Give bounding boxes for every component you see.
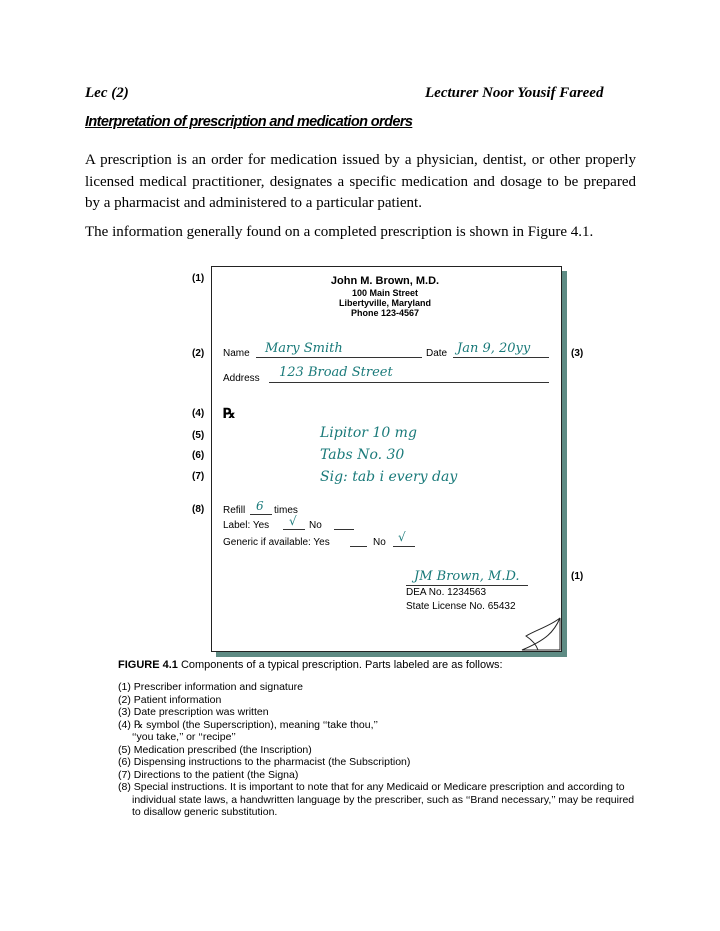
signature-underline [406, 585, 528, 586]
legend-item: ‘‘you take,’’ or ‘‘recipe’’ [132, 731, 236, 743]
refill-suffix: times [274, 505, 298, 516]
generic-no-underline [393, 546, 415, 547]
generic-no-check-icon: √ [398, 530, 406, 544]
legend-item: (3) Date prescription was written [118, 706, 269, 718]
refill-underline [250, 514, 272, 515]
legend-item: individual state laws, a handwritten language by the prescriber, such as ‘‘Brand necessary,’’ may be required [132, 793, 635, 806]
legend-item: (2) Patient information [118, 693, 222, 706]
refill-label: Refill [223, 505, 246, 516]
figure-reference-paragraph: The information generally found on a completed prescription is shown in Figure 4.1. [85, 224, 594, 240]
directions-signa: Sig: tab i every day [320, 469, 458, 485]
address-underline [269, 382, 549, 383]
legend-item: (4) ℞ symbol (the Superscription), meaning ‘‘take thou,’’ [118, 718, 378, 731]
label-yes-underline [283, 529, 305, 530]
name-underline [256, 357, 422, 358]
prescriber-name: John M. Brown, M.D. [330, 275, 440, 287]
label-yes-check-icon: √ [289, 514, 297, 528]
legend-item: (5) Medication prescribed (the Inscription) [118, 743, 312, 756]
date-underline [453, 357, 549, 358]
address-label: Address [223, 373, 260, 384]
label-yes-text: Label: Yes [223, 520, 270, 531]
name-label: Name [223, 348, 250, 359]
dea-number: DEA No. 1234563 [406, 587, 487, 598]
prescriber-street: 100 Main Street [351, 288, 419, 298]
refill-count: 6 [256, 499, 264, 513]
figure-caption-text: Components of a typical prescription. Parts labeled are as follows: [177, 659, 503, 671]
label-no-text: No [309, 520, 322, 531]
label-no-underline [334, 529, 354, 530]
lecturer-name: Lecturer Noor Yousif Fareed [425, 85, 604, 101]
lecture-number: Lec (2) [85, 85, 129, 101]
label-2: (2) [192, 348, 205, 359]
figure-number: FIGURE 4.1 [118, 659, 178, 671]
dispensing-subscription: Tabs No. 30 [320, 447, 405, 463]
prescription-date: Jan 9, 20yy [457, 341, 531, 356]
label-6: (6) [192, 450, 205, 461]
intro-paragraph: A prescription is an order for medication issued by a physician, dentist, or other properly licensed medical practitioner, designates a specific medication and dosage to be prepared by a pharmacist and administered to a particular patient. [85, 152, 636, 211]
figure-legend [118, 681, 698, 819]
label-1-top: (1) [192, 273, 205, 284]
patient-address: 123 Broad Street [279, 365, 393, 380]
figure-caption [118, 659, 503, 671]
label-4: (4) [192, 408, 205, 419]
prescriber-signature: JM Brown, M.D. [414, 569, 520, 584]
legend-item: (7) Directions to the patient (the Signa) [118, 768, 299, 781]
generic-no-text: No [373, 537, 386, 548]
legend-item: (8) Special instructions. It is important to note that for any Medicaid or Medicare prescription and according to [118, 781, 625, 793]
legend-item: (6) Dispensing instructions to the pharmacist (the Subscription) [118, 756, 411, 768]
prescriber-city: Libertyville, Maryland [338, 298, 432, 308]
date-label: Date [426, 348, 448, 359]
rx-symbol-icon: ℞ [223, 405, 236, 421]
page-curl-icon [516, 616, 562, 652]
generic-yes-text: Generic if available: Yes [223, 537, 330, 548]
section-title: Interpretation of prescription and medication orders [85, 114, 413, 130]
label-5: (5) [192, 430, 205, 441]
label-8: (8) [192, 504, 205, 515]
label-3: (3) [571, 348, 584, 359]
generic-yes-underline [350, 546, 367, 547]
label-1-bottom: (1) [571, 571, 584, 582]
label-7: (7) [192, 471, 205, 482]
legend-item: (1) Prescriber information and signature [118, 681, 304, 693]
prescriber-phone: Phone 123-4567 [350, 308, 420, 318]
legend-item: to disallow generic substitution. [132, 806, 278, 818]
state-license-number: State License No. 65432 [406, 601, 516, 612]
medication-inscription: Lipitor 10 mg [320, 425, 417, 441]
patient-name: Mary Smith [265, 341, 343, 356]
